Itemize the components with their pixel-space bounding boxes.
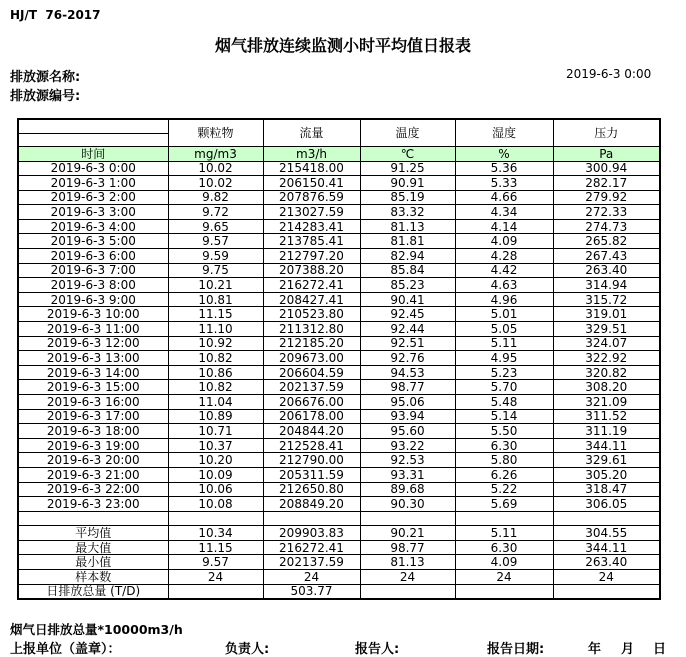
summary-value-cell: 304.55 [553,526,660,541]
value-cell: 272.33 [553,205,660,220]
value-cell: 92.44 [360,322,455,337]
year-label: 年 [588,642,602,657]
value-cell: 4.63 [455,278,553,293]
value-cell: 5.80 [455,453,553,468]
summary-label: 最大值 [18,540,168,555]
table-row [18,292,660,307]
empty-cell [263,511,360,526]
value-cell: 6.26 [455,467,553,482]
value-cell: 10.86 [168,365,263,380]
unit-temperature: ℃ [360,147,455,162]
summary-value-cell: 4.09 [455,555,553,570]
value-cell: 92.76 [360,351,455,366]
table-row [18,365,660,380]
value-cell: 5.33 [455,176,553,191]
summary-value-cell: 209903.83 [263,526,360,541]
empty-cell [360,511,455,526]
value-cell: 206604.59 [263,365,360,380]
time-cell: 2019-6-3 7:00 [18,263,168,278]
table-row [18,482,660,497]
column-header-flow: 流量 [263,119,360,147]
time-cell: 2019-6-3 13:00 [18,351,168,366]
value-cell: 91.25 [360,161,455,176]
summary-row [18,584,660,599]
value-cell: 94.53 [360,365,455,380]
value-cell: 10.82 [168,351,263,366]
table-row [18,219,660,234]
value-cell: 10.20 [168,453,263,468]
value-cell: 4.28 [455,249,553,264]
empty-cell [168,511,263,526]
value-cell: 265.82 [553,234,660,249]
value-cell: 11.04 [168,395,263,410]
value-cell: 5.05 [455,322,553,337]
column-header-humidity: 湿度 [455,119,553,147]
units-row [18,147,660,162]
summary-value-cell: 6.30 [455,540,553,555]
value-cell: 212528.41 [263,438,360,453]
time-cell: 2019-6-3 14:00 [18,365,168,380]
value-cell: 320.82 [553,365,660,380]
summary-value-cell: 24 [553,570,660,585]
value-cell: 98.77 [360,380,455,395]
table-row [18,424,660,439]
summary-value-cell: 24 [168,570,263,585]
unit-humidity: % [455,147,553,162]
time-cell: 2019-6-3 1:00 [18,176,168,191]
value-cell: 213027.59 [263,205,360,220]
spacer-row [18,511,660,526]
reporter-label: 报告人: [355,642,400,657]
report-unit-label: 上报单位（盖章）： [10,642,121,657]
summary-value-cell [553,584,660,599]
value-cell: 212185.20 [263,336,360,351]
value-cell: 5.36 [455,161,553,176]
header-row-top [18,119,660,133]
value-cell: 10.82 [168,380,263,395]
value-cell: 208427.41 [263,292,360,307]
value-cell: 306.05 [553,497,660,512]
value-cell: 10.89 [168,409,263,424]
unit-pressure: Pa [553,147,660,162]
table-row [18,263,660,278]
value-cell: 212797.20 [263,249,360,264]
footer-note: 烟气日排放总量*10000m3/h [10,622,183,637]
value-cell: 93.22 [360,438,455,453]
value-cell: 10.21 [168,278,263,293]
value-cell: 9.82 [168,190,263,205]
time-cell: 2019-6-3 12:00 [18,336,168,351]
value-cell: 81.13 [360,219,455,234]
summary-label: 平均值 [18,526,168,541]
responsible-label: 负责人: [225,642,270,657]
time-cell: 2019-6-3 21:00 [18,467,168,482]
value-cell: 206676.00 [263,395,360,410]
summary-value-cell: 98.77 [360,540,455,555]
value-cell: 210523.80 [263,307,360,322]
column-header-particulate: 颗粒物 [168,119,263,147]
time-cell: 2019-6-3 4:00 [18,219,168,234]
summary-value-cell [360,584,455,599]
time-header: 时间 [18,147,168,162]
summary-row [18,526,660,541]
value-cell: 85.23 [360,278,455,293]
value-cell: 344.11 [553,438,660,453]
value-cell: 95.60 [360,424,455,439]
time-cell: 2019-6-3 16:00 [18,395,168,410]
value-cell: 308.20 [553,380,660,395]
summary-row [18,555,660,570]
time-cell: 2019-6-3 20:00 [18,453,168,468]
empty-cell [18,511,168,526]
table-row [18,497,660,512]
value-cell: 85.84 [360,263,455,278]
value-cell: 311.52 [553,409,660,424]
value-cell: 92.45 [360,307,455,322]
time-cell: 2019-6-3 23:00 [18,497,168,512]
footer-signature-line [0,638,686,656]
table-row [18,453,660,468]
value-cell: 5.01 [455,307,553,322]
value-cell: 329.61 [553,453,660,468]
unit-flow: m3/h [263,147,360,162]
value-cell: 5.23 [455,365,553,380]
summary-value-cell [168,584,263,599]
value-cell: 90.41 [360,292,455,307]
table-row [18,234,660,249]
value-cell: 4.34 [455,205,553,220]
value-cell: 315.72 [553,292,660,307]
time-cell: 2019-6-3 10:00 [18,307,168,322]
value-cell: 4.96 [455,292,553,307]
value-cell: 10.92 [168,336,263,351]
value-cell: 11.15 [168,307,263,322]
table-row [18,190,660,205]
value-cell: 10.37 [168,438,263,453]
day-label: 日 [653,642,667,657]
value-cell: 9.65 [168,219,263,234]
value-cell: 5.69 [455,497,553,512]
month-label: 月 [621,642,635,657]
summary-value-cell: 5.11 [455,526,553,541]
value-cell: 81.81 [360,234,455,249]
value-cell: 10.09 [168,467,263,482]
time-cell: 2019-6-3 3:00 [18,205,168,220]
value-cell: 6.30 [455,438,553,453]
summary-value-cell: 10.34 [168,526,263,541]
summary-row [18,540,660,555]
table-row [18,438,660,453]
summary-value-cell: 344.11 [553,540,660,555]
value-cell: 5.11 [455,336,553,351]
value-cell: 211312.80 [263,322,360,337]
empty-cell [553,511,660,526]
value-cell: 205311.59 [263,467,360,482]
value-cell: 208849.20 [263,497,360,512]
table-row [18,322,660,337]
summary-value-cell: 11.15 [168,540,263,555]
report-date-label: 报告日期: [487,642,545,657]
value-cell: 282.17 [553,176,660,191]
value-cell: 263.40 [553,263,660,278]
summary-row [18,570,660,585]
value-cell: 93.94 [360,409,455,424]
value-cell: 9.72 [168,205,263,220]
value-cell: 10.71 [168,424,263,439]
time-cell: 2019-6-3 8:00 [18,278,168,293]
value-cell: 85.19 [360,190,455,205]
summary-value-cell: 9.57 [168,555,263,570]
value-cell: 82.94 [360,249,455,264]
value-cell: 83.32 [360,205,455,220]
value-cell: 10.08 [168,497,263,512]
table-row [18,395,660,410]
value-cell: 11.10 [168,322,263,337]
table-row [18,380,660,395]
summary-value-cell [455,584,553,599]
time-cell: 2019-6-3 18:00 [18,424,168,439]
summary-value-cell: 216272.41 [263,540,360,555]
table-row [18,409,660,424]
source-name-label: 排放源名称: [10,70,81,85]
value-cell: 5.70 [455,380,553,395]
time-cell: 2019-6-3 15:00 [18,380,168,395]
time-header-blank-bottom [18,133,168,147]
summary-value-cell: 263.40 [553,555,660,570]
table-row [18,161,660,176]
column-header-temperature: 温度 [360,119,455,147]
time-cell: 2019-6-3 9:00 [18,292,168,307]
value-cell: 9.75 [168,263,263,278]
time-cell: 2019-6-3 0:00 [18,161,168,176]
value-cell: 267.43 [553,249,660,264]
value-cell: 311.19 [553,424,660,439]
value-cell: 324.07 [553,336,660,351]
time-cell: 2019-6-3 19:00 [18,438,168,453]
value-cell: 204844.20 [263,424,360,439]
standard-code: HJ/T 76-2017 [10,8,101,22]
summary-value-cell: 90.21 [360,526,455,541]
value-cell: 9.57 [168,234,263,249]
value-cell: 5.22 [455,482,553,497]
value-cell: 318.47 [553,482,660,497]
time-header-blank-top [18,119,168,133]
table-row [18,336,660,351]
value-cell: 279.92 [553,190,660,205]
value-cell: 90.91 [360,176,455,191]
table-row [18,307,660,322]
report-table [17,118,661,600]
value-cell: 4.95 [455,351,553,366]
summary-value-cell: 24 [263,570,360,585]
value-cell: 216272.41 [263,278,360,293]
unit-particulate: mg/m3 [168,147,263,162]
value-cell: 314.94 [553,278,660,293]
value-cell: 206150.41 [263,176,360,191]
value-cell: 5.48 [455,395,553,410]
value-cell: 274.73 [553,219,660,234]
value-cell: 321.09 [553,395,660,410]
value-cell: 10.81 [168,292,263,307]
value-cell: 10.02 [168,161,263,176]
value-cell: 213785.41 [263,234,360,249]
value-cell: 5.50 [455,424,553,439]
summary-label: 最小值 [18,555,168,570]
source-id-label: 排放源编号: [10,89,81,104]
value-cell: 4.09 [455,234,553,249]
page-title: 烟气排放连续监测小时平均值日报表 [214,36,471,55]
summary-value-cell: 24 [455,570,553,585]
value-cell: 92.53 [360,453,455,468]
value-cell: 90.30 [360,497,455,512]
value-cell: 93.31 [360,467,455,482]
value-cell: 319.01 [553,307,660,322]
table-row [18,467,660,482]
column-header-pressure: 压力 [553,119,660,147]
value-cell: 207876.59 [263,190,360,205]
report-datetime: 2019-6-3 0:00 [566,67,652,81]
value-cell: 214283.41 [263,219,360,234]
value-cell: 322.92 [553,351,660,366]
table-row [18,176,660,191]
time-cell: 2019-6-3 5:00 [18,234,168,249]
table-row [18,278,660,293]
value-cell: 215418.00 [263,161,360,176]
time-cell: 2019-6-3 6:00 [18,249,168,264]
value-cell: 206178.00 [263,409,360,424]
value-cell: 212650.80 [263,482,360,497]
time-cell: 2019-6-3 2:00 [18,190,168,205]
value-cell: 329.51 [553,322,660,337]
summary-value-cell: 503.77 [263,584,360,599]
value-cell: 5.14 [455,409,553,424]
summary-label: 日排放总量 (T/D) [18,584,168,599]
value-cell: 212790.00 [263,453,360,468]
summary-label: 样本数 [18,570,168,585]
value-cell: 92.51 [360,336,455,351]
value-cell: 10.06 [168,482,263,497]
value-cell: 95.06 [360,395,455,410]
time-cell: 2019-6-3 17:00 [18,409,168,424]
value-cell: 207388.20 [263,263,360,278]
value-cell: 300.94 [553,161,660,176]
value-cell: 4.42 [455,263,553,278]
value-cell: 4.66 [455,190,553,205]
summary-value-cell: 24 [360,570,455,585]
time-cell: 2019-6-3 11:00 [18,322,168,337]
summary-value-cell: 81.13 [360,555,455,570]
value-cell: 9.59 [168,249,263,264]
empty-cell [455,511,553,526]
value-cell: 4.14 [455,219,553,234]
value-cell: 209673.00 [263,351,360,366]
table-row [18,249,660,264]
time-cell: 2019-6-3 22:00 [18,482,168,497]
table-row [18,351,660,366]
value-cell: 89.68 [360,482,455,497]
summary-value-cell: 202137.59 [263,555,360,570]
value-cell: 305.20 [553,467,660,482]
value-cell: 10.02 [168,176,263,191]
table-row [18,205,660,220]
value-cell: 202137.59 [263,380,360,395]
